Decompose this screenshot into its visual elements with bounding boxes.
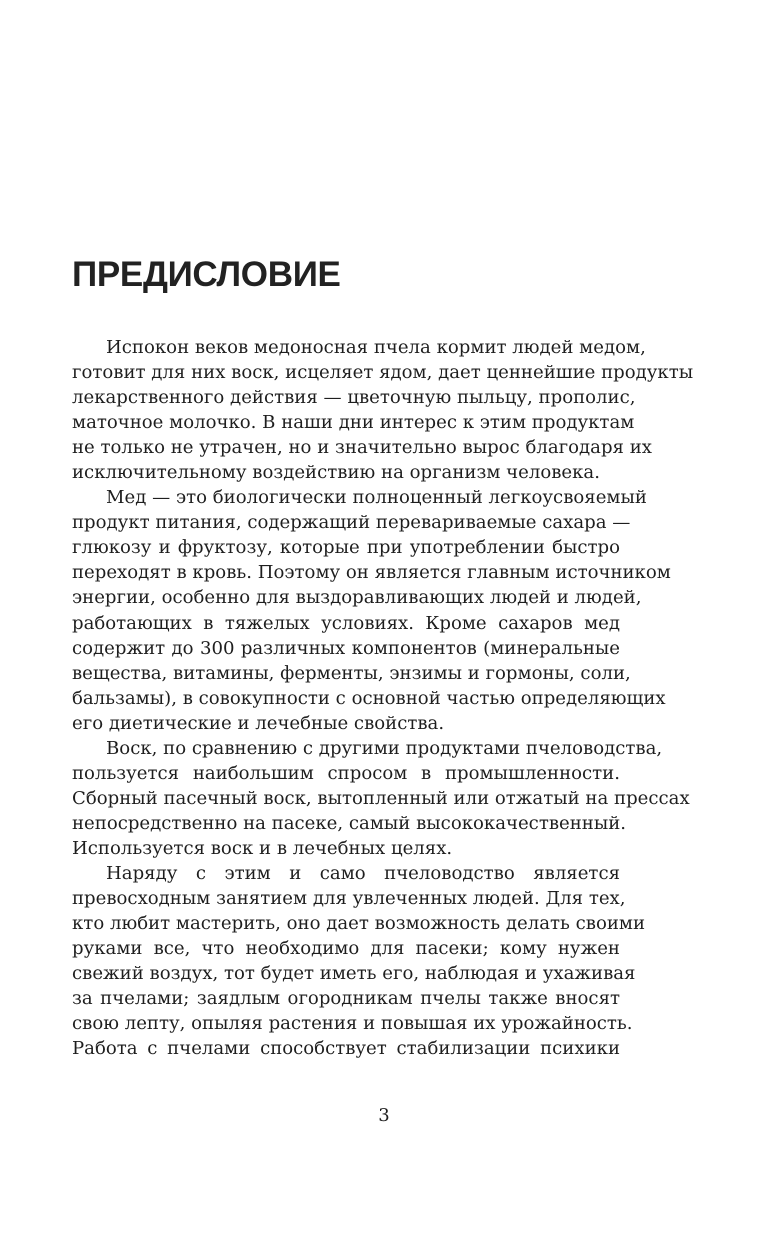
text-line: непосредственно на пасеке, самый высококачественный. (72, 812, 627, 834)
text-line: переходят в кровь. Поэтому он является главным источником (72, 562, 671, 584)
page-number: 3 (378, 1105, 390, 1126)
text-line: за пчелами; заядлым огородникам пчелы также вносят (72, 988, 620, 1010)
paragraph-2 (72, 485, 671, 735)
text-line: пользуется наибольшим спросом в промышленности. (72, 762, 620, 784)
text-line: руками все, что необходимо для пасеки; кому нужен (72, 938, 620, 960)
text-line: энергии, особенно для выздоравливающих людей и людей, (72, 587, 642, 609)
text-line: вещества, витамины, ферменты, энзимы и гормоны, соли, (72, 662, 631, 684)
text-line: Воск, по сравнению с другими продуктами пчеловодства, (106, 737, 663, 759)
text-line: Работа с пчелами способствует стабилизации психики (72, 1038, 620, 1060)
text-line: Мед — это биологически полноценный легкоусвояемый (106, 487, 647, 509)
text-line: маточное молочко. В наши дни интерес к этим продуктам (72, 412, 635, 434)
text-line: свежий воздух, тот будет иметь его, наблюдая и ухаживая (72, 963, 636, 985)
paragraph-1 (72, 335, 694, 485)
paragraph-4 (72, 861, 646, 1061)
text-line: бальзамы), в совокупности с основной частью определяющих (72, 687, 666, 709)
page-title: ПРЕДИСЛОВИЕ (72, 255, 341, 294)
text-line: его диетические и лечебные свойства. (72, 712, 445, 734)
text-line: исключительному воздействию на организм человека. (72, 462, 600, 484)
text-line: Используется воск и в лечебных целях. (72, 837, 453, 859)
text-line: продукт питания, содержащий перевариваемые сахара — (72, 512, 631, 534)
text-line: Испокон веков медоносная пчела кормит людей медом, (106, 337, 646, 358)
text-line: Наряду с этим и само пчеловодство является (106, 862, 620, 884)
body-text (72, 335, 694, 1061)
text-line: кто любит мастерить, оно дает возможность делать своими (72, 913, 646, 935)
text-line: готовит для них воск, исцеляет ядом, дает ценнейшие продукты (72, 362, 694, 384)
paragraph-3 (72, 736, 690, 861)
text-line: превосходным занятием для увлеченных людей. Для тех, (72, 888, 626, 910)
text-line: Сборный пасечный воск, вытопленный или отжатый на прессах (72, 787, 690, 809)
text-line: содержит до 300 различных компонентов (минеральные (72, 637, 620, 659)
text-line: свою лепту, опыляя растения и повышая их урожайность. (72, 1013, 633, 1035)
text-line: лекарственного действия — цветочную пыльцу, прополис, (72, 387, 636, 409)
text-line: работающих в тяжелых условиях. Кроме сахаров мед (72, 612, 620, 634)
text-line: глюкозу и фруктозу, которые при употреблении быстро (72, 537, 620, 559)
text-line: не только не утрачен, но и значительно вырос благодаря их (72, 437, 652, 459)
